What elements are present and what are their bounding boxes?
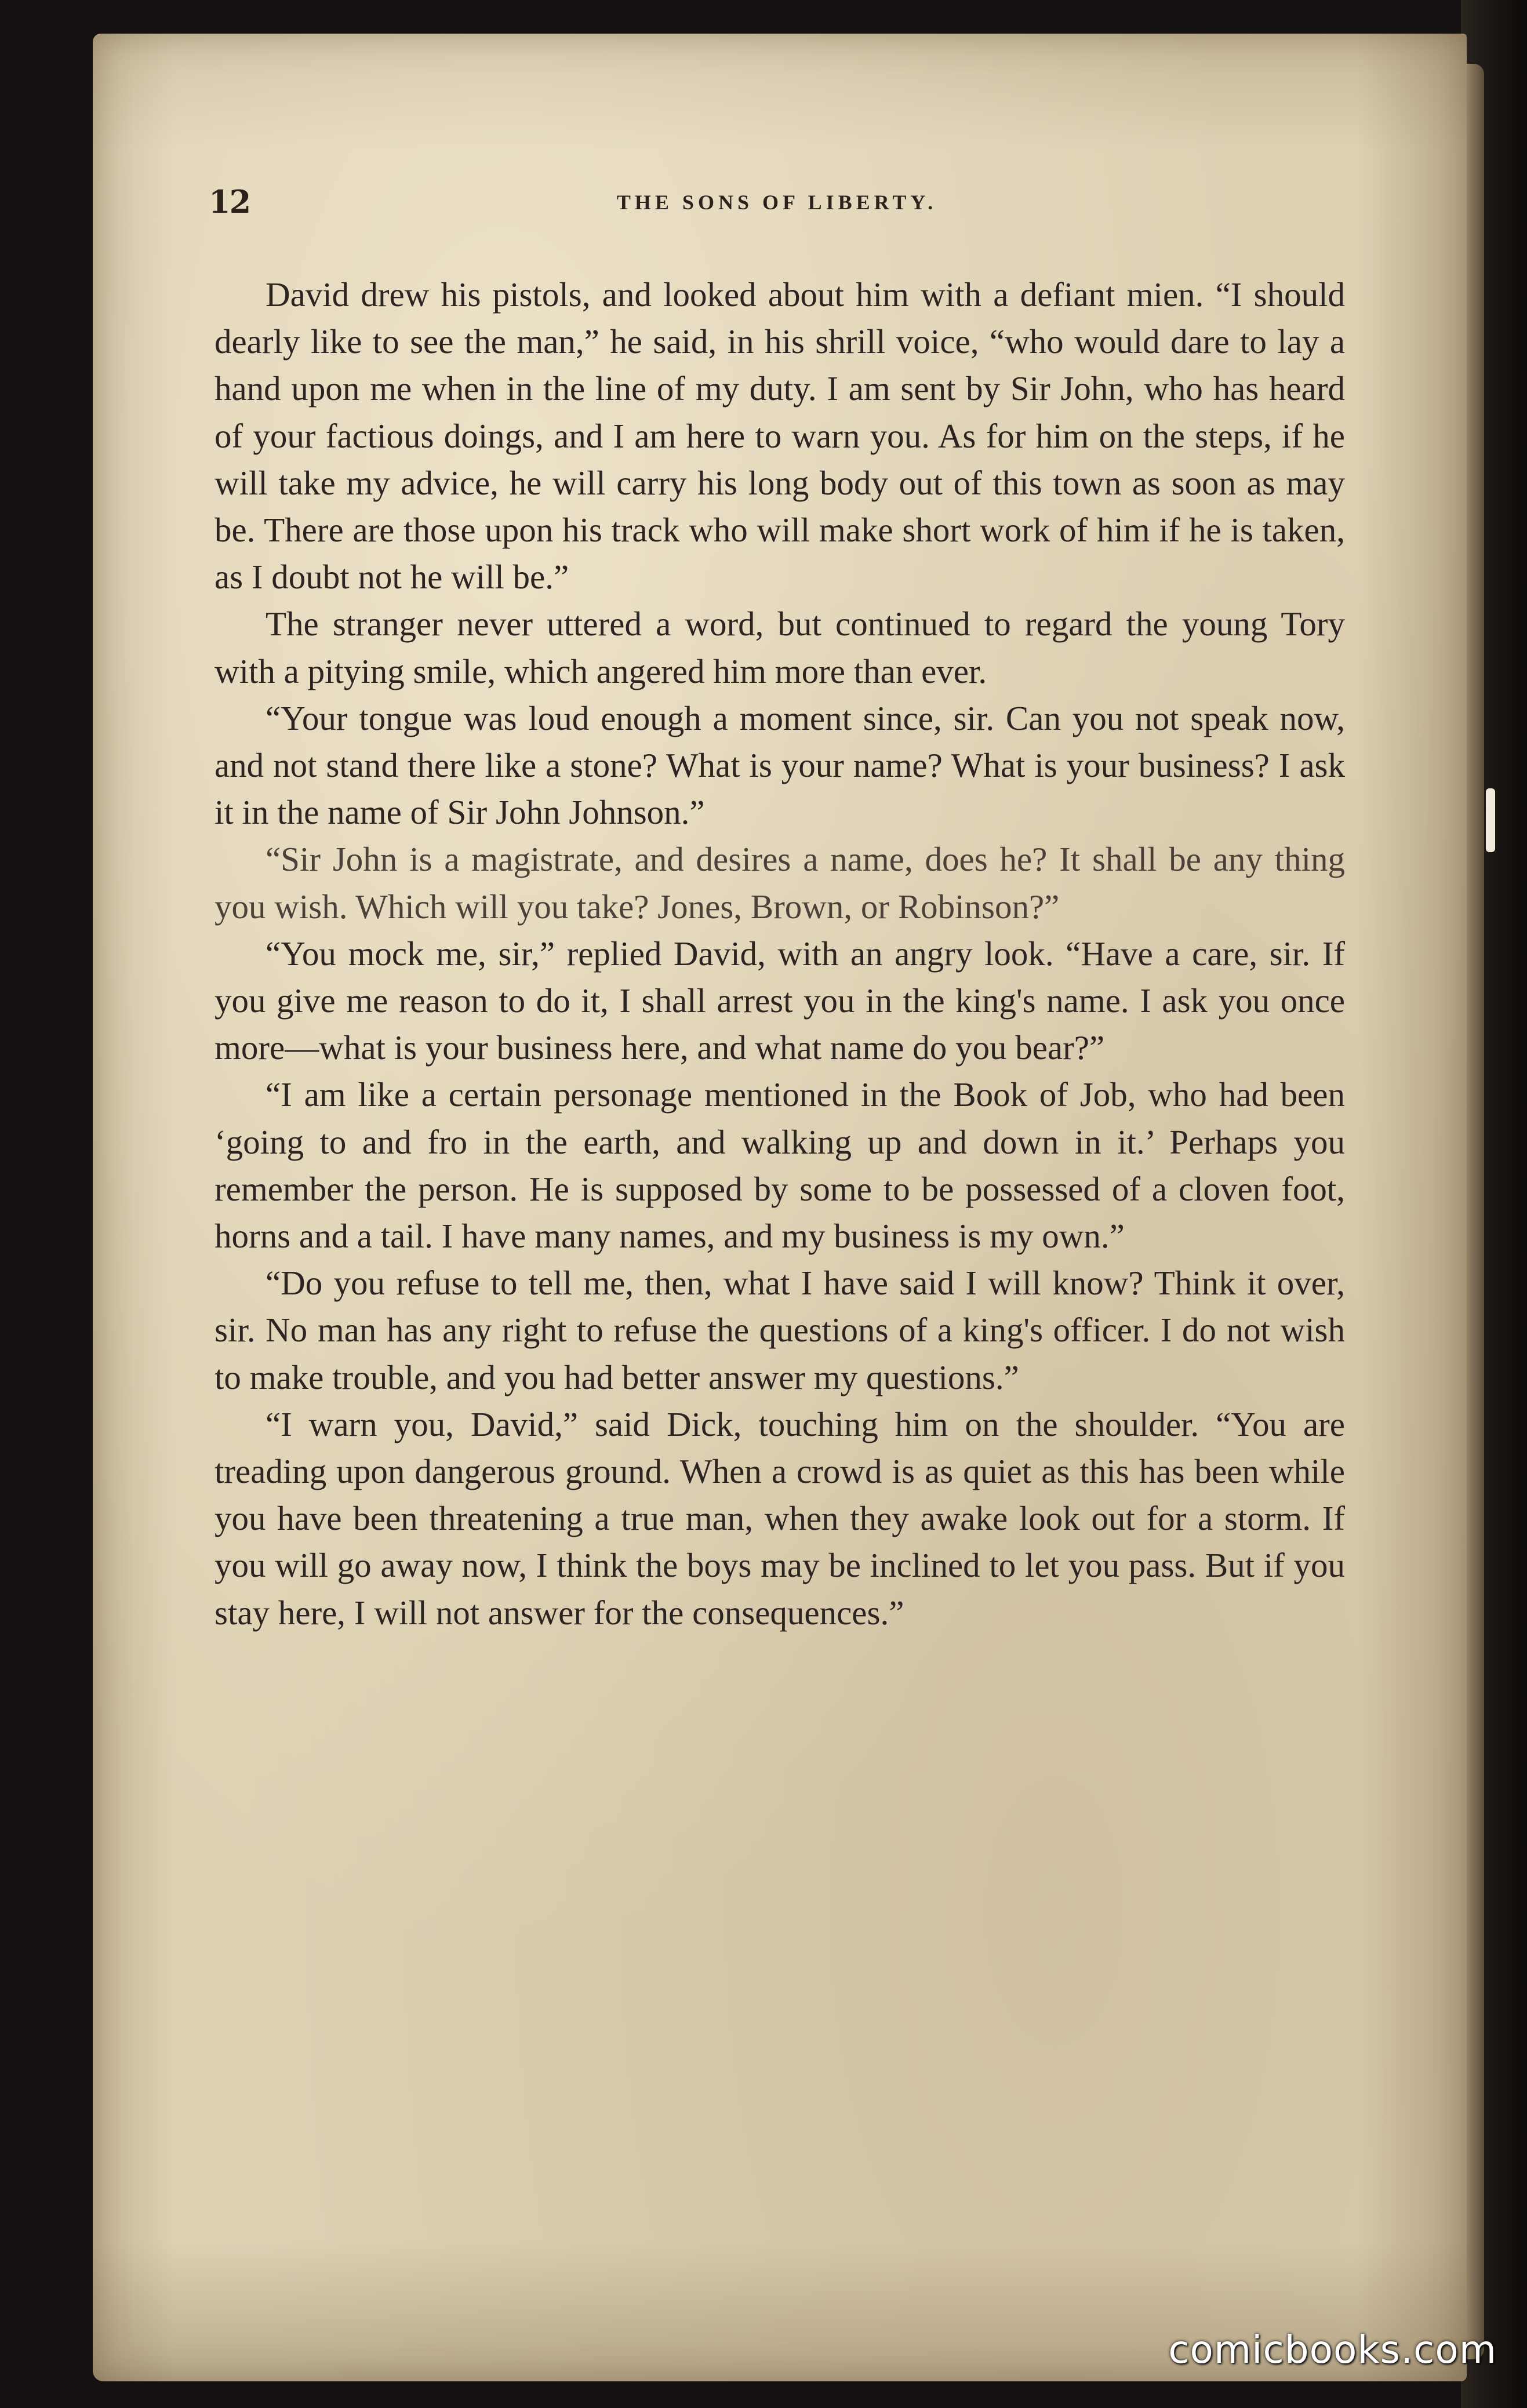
page-header [209, 184, 1345, 219]
paragraph-2: The stranger never uttered a word, but continued to regard the young Tory with a pitying smile, which angered him more than ever. [214, 605, 1345, 690]
paragraph-8: “I warn you, David,” said Dick, touching him on the shoulder. “You are treading upon dangerous ground. When a crowd is as quiet as this has been while you have been threatening a true man, when they awake look out for a storm. If you will go away now, I think the boys may be inclined to let you pass. But if you stay here, I will not answer for the consequences.” [214, 1405, 1345, 1632]
page-body [214, 271, 1345, 1636]
running-head: THE SONS OF LIBERTY. [616, 191, 937, 214]
paragraph-4: “Sir John is a magistrate, and desires a name, does he? It shall be any thing you wish. Which will you take? Jones, Brown, or Robinson?” [214, 840, 1345, 926]
paragraph-5: “You mock me, sir,” replied David, with an angry look. “Have a care, sir. If you give me reason to do it, I shall arrest you in the king's name. I ask you once more—what is your business here, and what name do you bear?” [214, 934, 1345, 1067]
binding-thread [1486, 788, 1495, 852]
paragraph-7: “Do you refuse to tell me, then, what I have said I will know? Think it over, sir. No man has any right to refuse the questions of a king's officer. I do not wish to make trouble, and you had better answer my questions.” [214, 1264, 1345, 1396]
paragraph-6: “I am like a certain personage mentioned in the Book of Job, who had been ‘going to and fro in the earth, and walking up and down in it.’ Perhaps you remember the person. He is supposed by some to be possessed of a cloven foot, horns and a tail. I have many names, and my business is my own.” [214, 1075, 1345, 1256]
paragraph-3: “Your tongue was loud enough a moment since, sir. Can you not speak now, and not stand there like a stone? What is your name? What is your business? I ask it in the name of Sir John Johnson.” [214, 699, 1345, 832]
site-watermark: comicbooks.com [1168, 2327, 1497, 2372]
page-number: 12 [209, 183, 250, 220]
paragraph-1: David drew his pistols, and looked about him with a defiant mien. “I should dearly like to see the man,” he said, in his shrill voice, “who would dare to lay a hand upon me when in the line of my duty. I am sent by Sir John, who has heard of your factious doings, and I am here to warn you. As for him on the steps, if he will take my advice, he will carry his long body out of this town as soon as may be. There are those upon his track who will make short work of him if he is taken, as I doubt not he will be.” [214, 275, 1345, 596]
